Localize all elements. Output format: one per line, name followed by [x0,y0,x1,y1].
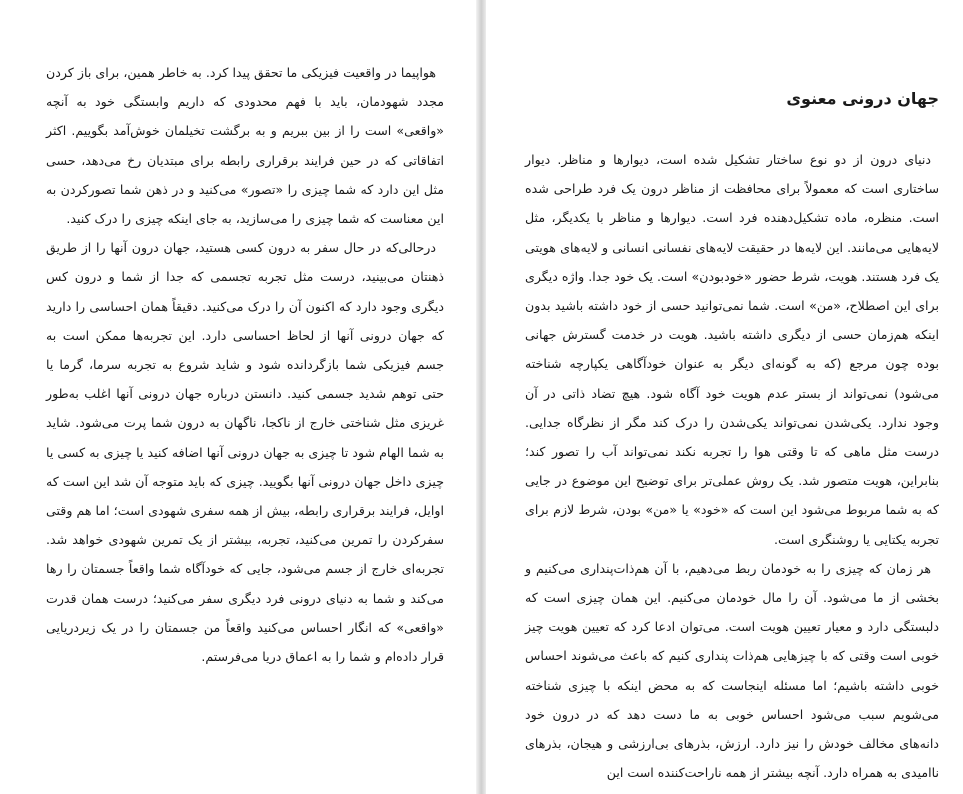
paragraph: هر زمان که چیزی را به خودمان ربط می‌دهیم، با آن هم‌ذات‌پنداری می‌کنیم و بخشی از ما می‌شود. آن را مال خودمان می‌کنیم. این همان چیزی است که دلبستگی دارد و معیار تعیین هویت است. می‌توان ادعا کرد که تعیین هویت چیز خوبی است وقتی که با چیزهایی هم‌ذات پنداری کنیم که باعث می‌شوند احساس خوبی داشته باشیم؛ اما مسئله اینجاست که به محض اینکه با چیزی شناخته می‌شویم سبب می‌شود احساس خوبی به ما دست دهد که در درون خود دانه‌های مخالف خودش را نیز دارد. ارزش، بذرهای بی‌ارزشی و هیجان، بذرهای ناامیدی به همراه دارد. آنچه بیشتر از همه ناراحت‌کننده است این [525,560,939,781]
paragraph: دنیای درون از دو نوع ساختار تشکیل شده است، دیوارها و مناظر. دیوار ساختاری است که معمولاً برای محافظت از مناظر درون یک فرد طراحی شده است. منظره، ماده تشکیل‌دهنده فرد است. دیوارها و مناظر با یکدیگر، مثل لایه‌هایی می‌مانند. این لایه‌ها در حقیقت لایه‌های نفسانی انسانی و لایه‌های هویتی یک فرد هستند. هویت، شرط حضور «خودبودن» است. یک خود جدا. واژه دیگری برای این اصطلاح، «من» است. شما نمی‌توانید حسی از خود داشته باشید بدون اینکه هم‌زمان حسی از دیگری داشته باشید. هویت در خدمت گسترش جهانی بوده چون مرجع (که به گونه‌ای دیگر به عنوان خودآگاهی یکپارچه شناخته می‌شود) نمی‌تواند از بستر عدم هویت خود آگاه شود. هیچ تضاد ذاتی در آن وجود ندارد. یکی‌شدن نمی‌تواند یکی‌شدن را درک کند مگر از نظرگاه جدایی. درست مثل ماهی که تا وقتی هوا را تجربه نکند نمی‌تواند آب را تصور کند؛ بنابراین، هویت متصور شد. یک روش عملی‌تر برای توضیح این موضوع در جایی که به شما مربوط می‌شود این است که «خود» یا «من» بودن، شرط لازم برای تجربه یکتایی یا روشنگری است. [525,152,939,547]
right-page-body [525,145,939,787]
paragraph: هواپیما در واقعیت فیزیکی ما تحقق پیدا کرد. به خاطر همین، برای باز کردن مجدد شهودمان، باید با فهم محدودی که داریم وابستگی خود به آنچه «واقعی» است را از بین ببریم و به برگشت تخیلمان خوش‌آمد بگوییم. اکثر اتفاقاتی که در حین فرایند برقراری رابطه برای مبتدیان رخ می‌دهد، حسی مثل این دارد که شما چیزی را «تصور» می‌کنید و در ذهن شما تصورکردن به این معناست که شما چیزی را می‌سازید، به جای اینکه چیزی را درک کنید. [46,65,444,227]
section-heading: جهان درونی معنوی [786,89,939,108]
paragraph: درحالی‌که در حال سفر به درون کسی هستید، جهان درون آنها را از طریق ذهنتان می‌بینید، درست مثل تجربه تجسمی که جدا از شما و درون کس دیگری وجود دارد که اکنون آن را درک می‌کنید. دقیقاً همان احساسی را دارید که جهان درونی آنها از لحاظ احساسی دارد. این تجربه‌ها ممکن است به جسم فیزیکی شما بازگردانده شود و شاید شروع به تجربه سرما، گرما یا حتی توهم شدید جسمی کنید. دانستن درباره جهان درونی آنها اغلب به‌طور غریزی مثل شناختی خارج از ناکجا، ناگهان به درون شما پرت می‌شود. شاید به شما الهام شود تا چیزی به جهان درونی آنها اضافه کنید یا چیزی به کسی یا چیزی داخل جهان درونی آنها بگویید. چیزی که باید متوجه آن شد این است که اوایل، فرایند برقراری رابطه، بیش از همه سفری شهودی است؛ اما هم وقتی سفرکردن را تمرین می‌کنید، تجربه، بیشتر از یک تمرین شهودی خواهد شد. تجربه‌ای خارج از جسم می‌شود، جایی که خودآگاه شما واقعاً جسمتان را رها می‌کند و شما به دنیای درونی فرد دیگری سفر می‌کنید؛ درست همان قدرت «واقعی» که انگار احساس می‌کنید واقعاً من جسمتان را در یک زیردریایی قرار داده‌ام و شما را به اعماق دریا می‌فرستم. [46,240,444,665]
right-page [486,0,963,794]
left-page [0,0,476,794]
page-gutter [476,0,486,794]
left-page-body [46,58,444,671]
